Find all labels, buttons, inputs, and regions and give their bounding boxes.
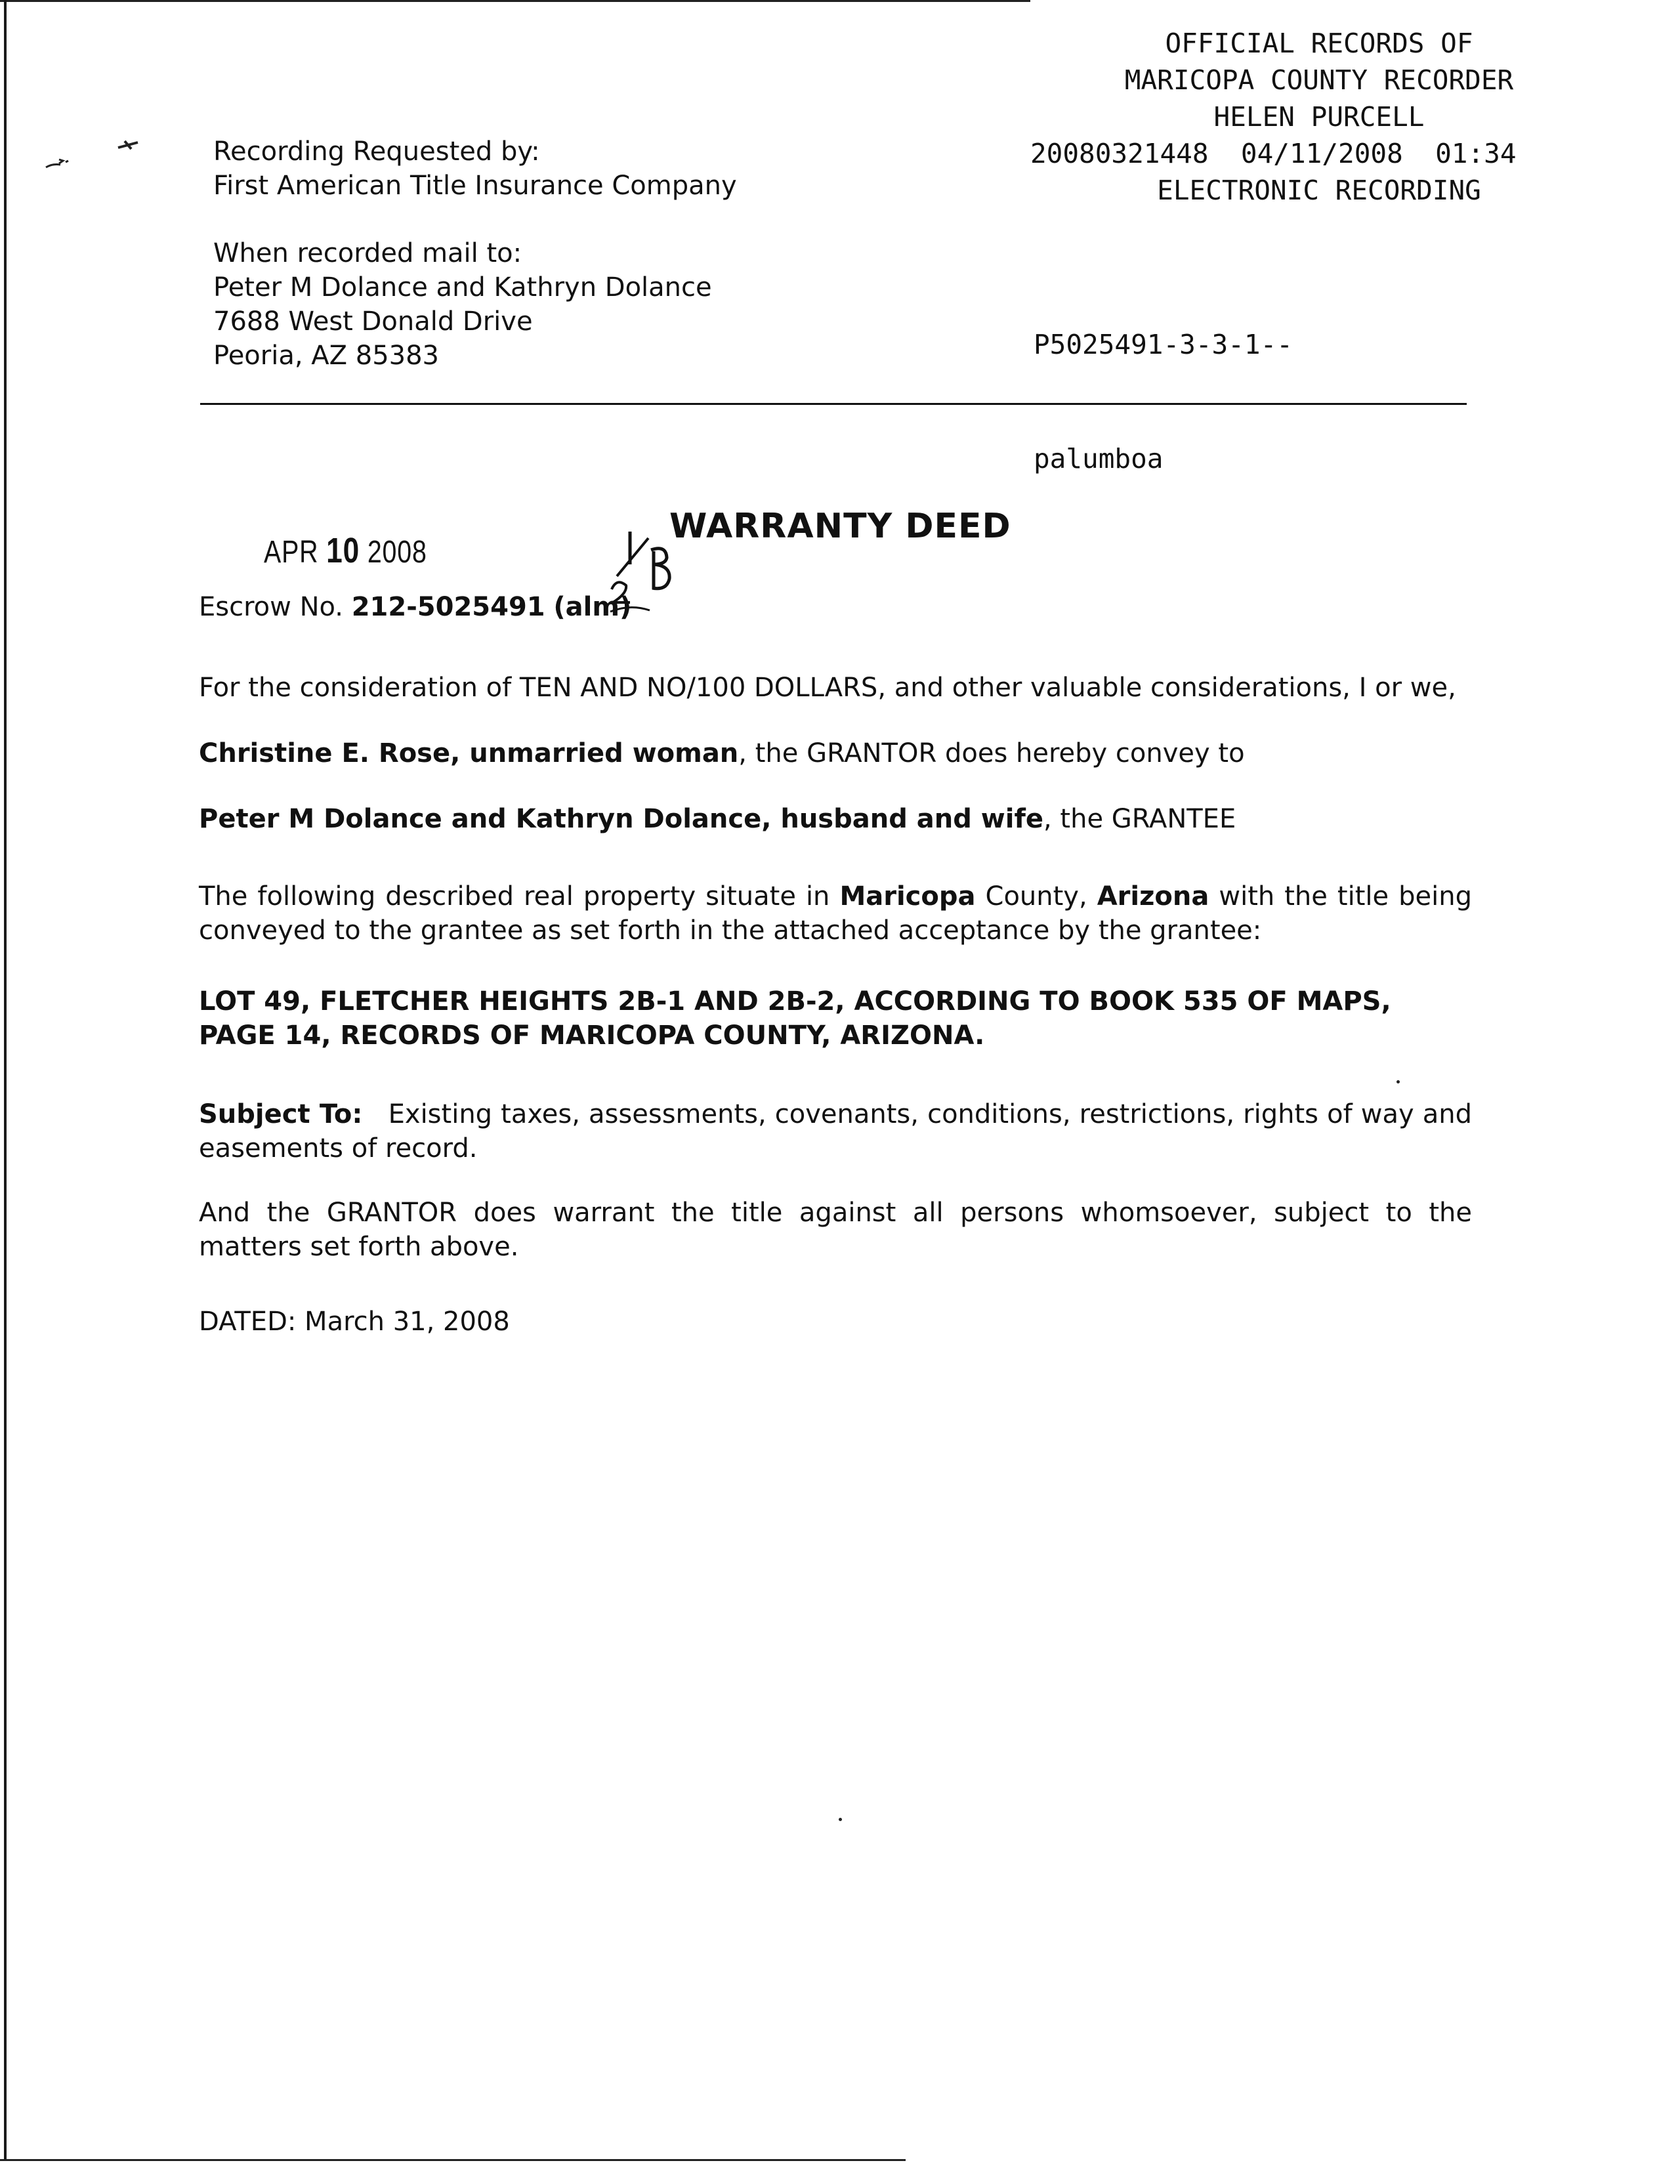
scan-dot bbox=[839, 1818, 842, 1821]
doc-id-block bbox=[1034, 249, 1293, 554]
stamp-year: 2008 bbox=[367, 535, 427, 570]
scan-dot bbox=[1396, 1080, 1400, 1083]
stamp-month: APR bbox=[264, 535, 319, 570]
warrant-paragraph: And the GRANTOR does warrant the title against all persons whomsoever, subject to the matters set forth above. bbox=[199, 1198, 1472, 1262]
recorder-line-1: OFFICIAL RECORDS OF bbox=[1165, 28, 1473, 59]
recording-requested bbox=[213, 135, 737, 203]
grantor-paragraph bbox=[199, 736, 1472, 770]
consideration-paragraph: For the consideration of TEN AND NO/100 DOLLARS, and other valuable considerations, I or we, bbox=[199, 673, 1456, 703]
date-stamp bbox=[264, 530, 427, 571]
requested-label: Recording Requested by: bbox=[213, 136, 540, 167]
divider bbox=[200, 403, 1467, 405]
recorder-block bbox=[1030, 25, 1608, 209]
recorder-line-2: MARICOPA COUNTY RECORDER bbox=[1124, 64, 1514, 96]
property-paragraph bbox=[199, 879, 1472, 948]
subject-text: Existing taxes, assessments, covenants, conditions, restrictions, rights of way and easements of record. bbox=[199, 1099, 1472, 1164]
escrow-number: 212-5025491 bbox=[351, 592, 545, 622]
mail-label: When recorded mail to: bbox=[213, 238, 522, 268]
recorder-user: palumboa bbox=[1034, 443, 1164, 474]
state-name: Arizona bbox=[1097, 881, 1209, 912]
scan-edge-top bbox=[0, 0, 1030, 2]
grantor-text: , the GRANTOR does hereby convey to bbox=[738, 738, 1245, 768]
grantee-paragraph bbox=[199, 802, 1472, 836]
subject-to-paragraph bbox=[199, 1097, 1472, 1166]
property-intro-1: The following described real property situate in bbox=[199, 881, 840, 912]
recorder-line-5: ELECTRONIC RECORDING bbox=[1157, 175, 1481, 206]
county-name: Maricopa bbox=[839, 881, 976, 912]
scan-marks-icon bbox=[39, 135, 158, 174]
grantee-name: Peter M Dolance and Kathryn Dolance, husband and wife bbox=[199, 804, 1043, 834]
escrow-line bbox=[199, 592, 631, 622]
record-time: 01:34 bbox=[1435, 138, 1517, 169]
legal-description: LOT 49, FLETCHER HEIGHTS 2B-1 AND 2B-2, ACCORDING TO BOOK 535 OF MAPS, PAGE 14, RECORDS OF MARICOPA COUNTY, ARIZONA. bbox=[199, 986, 1391, 1051]
mail-name: Peter M Dolance and Kathryn Dolance bbox=[213, 272, 712, 303]
mail-city: Peoria, AZ 85383 bbox=[213, 341, 440, 371]
recorder-record-line bbox=[1030, 135, 1608, 172]
scan-edge-left bbox=[4, 0, 7, 2159]
record-number: 20080321448 bbox=[1030, 138, 1209, 169]
escrow-suffix: (alm) bbox=[553, 592, 632, 622]
mail-to bbox=[213, 236, 712, 373]
escrow-label: Escrow No. bbox=[199, 592, 343, 622]
scan-edge-bottom bbox=[0, 2159, 906, 2161]
document-title: WARRANTY DEED bbox=[669, 507, 1011, 546]
grantee-text: , the GRANTEE bbox=[1043, 804, 1236, 834]
stamp-day: 10 bbox=[326, 531, 360, 570]
doc-code: P5025491-3-3-1-- bbox=[1034, 329, 1293, 360]
recorder-line-3: HELEN PURCELL bbox=[1213, 101, 1425, 133]
subject-label: Subject To: bbox=[199, 1099, 363, 1129]
property-intro-3: with the title being conveyed to the grantee as set forth in the attached acceptance by the grantee: bbox=[199, 881, 1472, 946]
record-date: 04/11/2008 bbox=[1240, 138, 1403, 169]
mail-street: 7688 West Donald Drive bbox=[213, 306, 533, 337]
grantor-name: Christine E. Rose, unmarried woman bbox=[199, 738, 739, 768]
requested-by: First American Title Insurance Company bbox=[213, 171, 737, 201]
property-intro-2: County, bbox=[975, 881, 1097, 912]
dated-line: DATED: March 31, 2008 bbox=[199, 1307, 510, 1337]
